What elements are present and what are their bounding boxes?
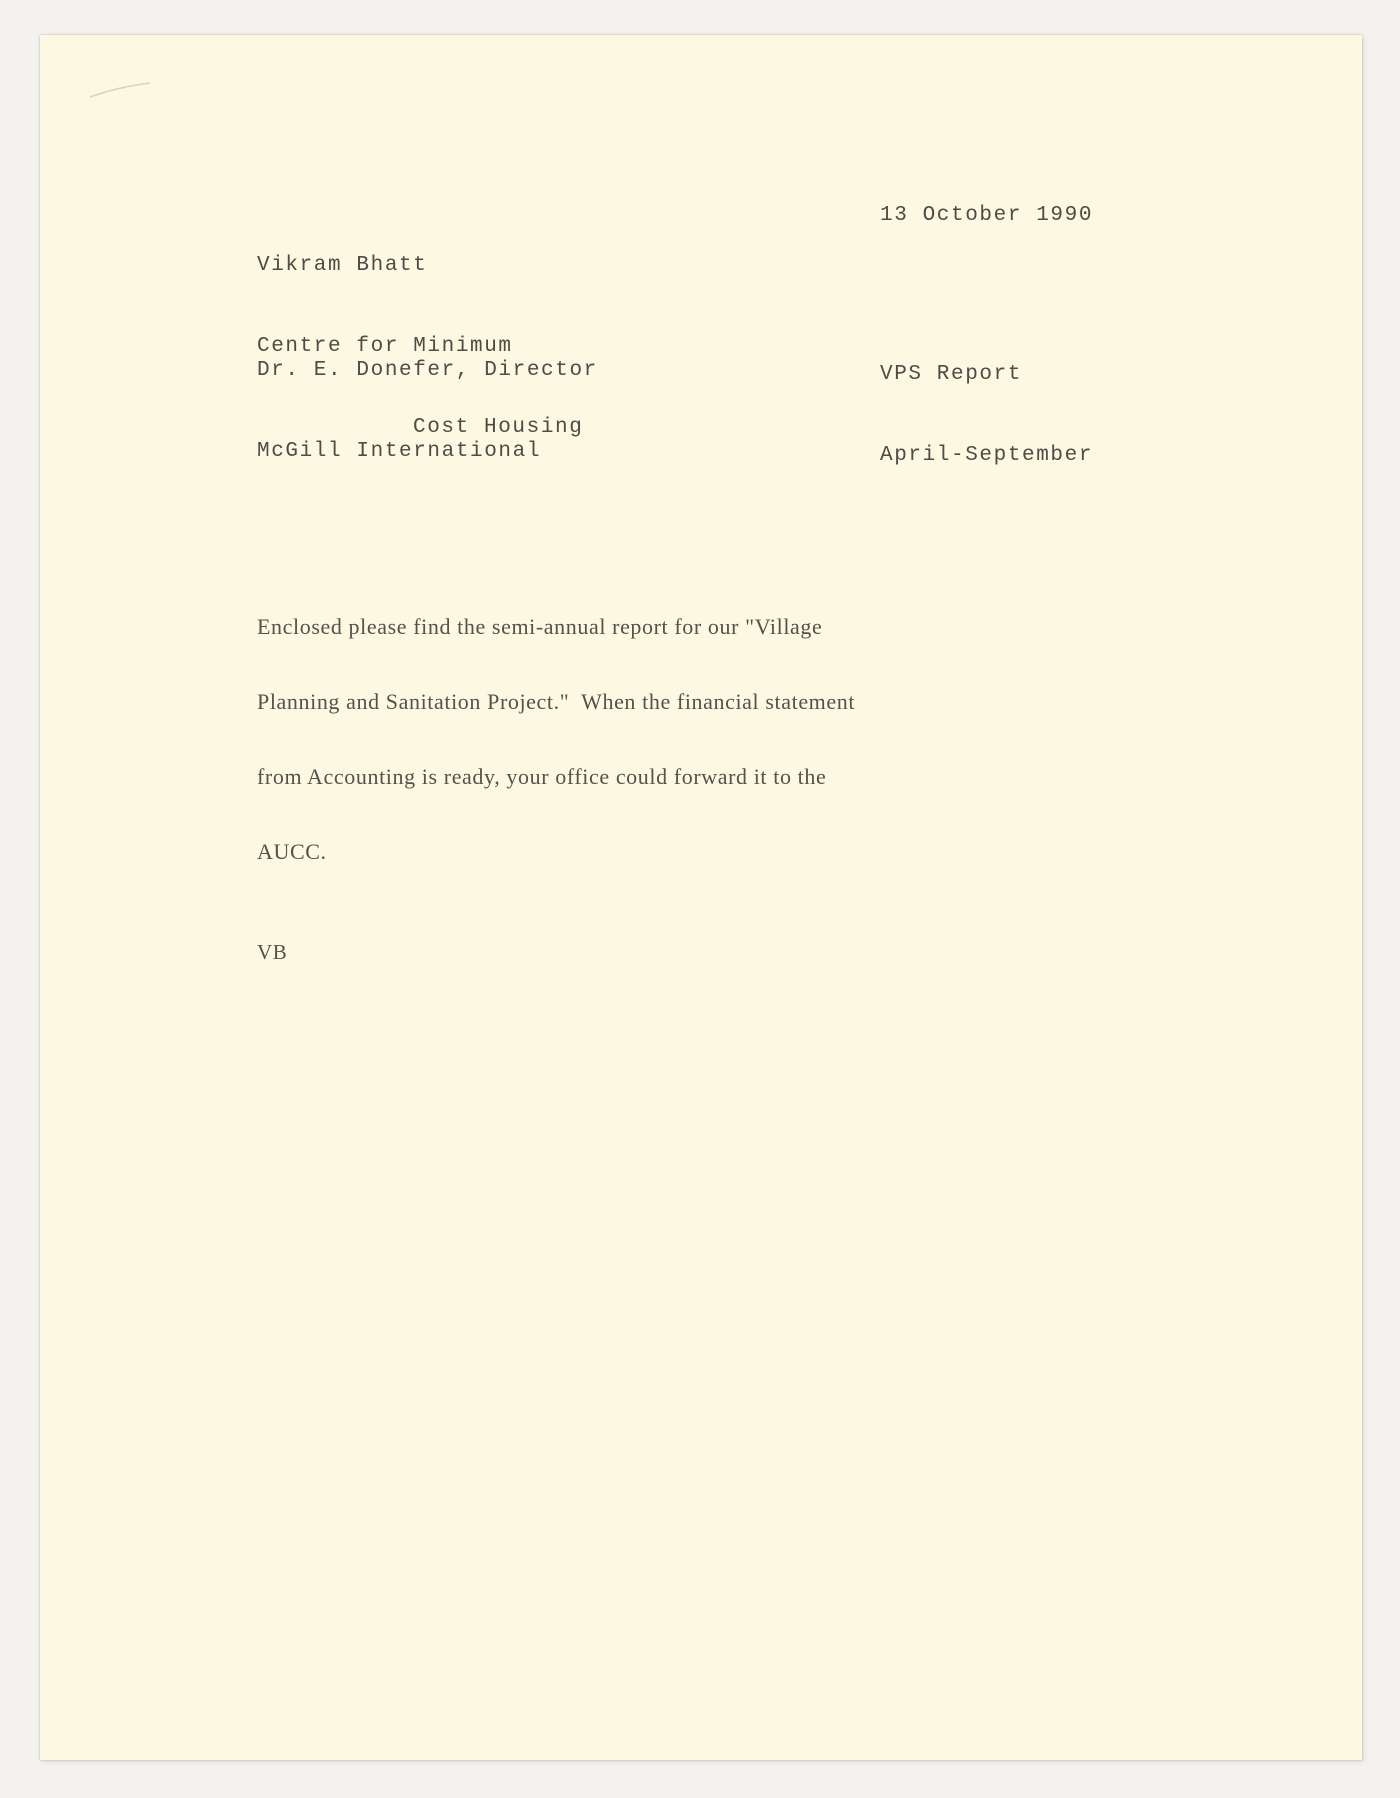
subject-line1: VPS Report bbox=[880, 363, 1023, 386]
recipient-org: McGill International bbox=[257, 440, 542, 463]
subject-line2: April-September bbox=[880, 444, 1094, 467]
letter-body bbox=[257, 564, 855, 889]
paper-scuff-mark bbox=[88, 75, 158, 105]
sender-name: Vikram Bhatt bbox=[257, 254, 428, 277]
recipient-block bbox=[257, 303, 598, 492]
sender-org-line2: Cost Housing bbox=[413, 416, 584, 439]
signature-initials: VB bbox=[257, 940, 288, 964]
recipient-name: Dr. E. Donefer, Director bbox=[257, 359, 598, 382]
letter-page bbox=[40, 35, 1362, 1760]
body-line: AUCC. bbox=[257, 839, 327, 864]
sender-org-line1: Centre for Minimum bbox=[257, 335, 513, 358]
body-line: Enclosed please find the semi-annual report for our "Village bbox=[257, 614, 823, 639]
subject-block bbox=[880, 307, 1093, 496]
letter-date: 13 October 1990 bbox=[880, 204, 1094, 227]
body-line: Planning and Sanitation Project." When the financial statement bbox=[257, 689, 856, 714]
body-line: from Accounting is ready, your office could forward it to the bbox=[257, 764, 827, 789]
